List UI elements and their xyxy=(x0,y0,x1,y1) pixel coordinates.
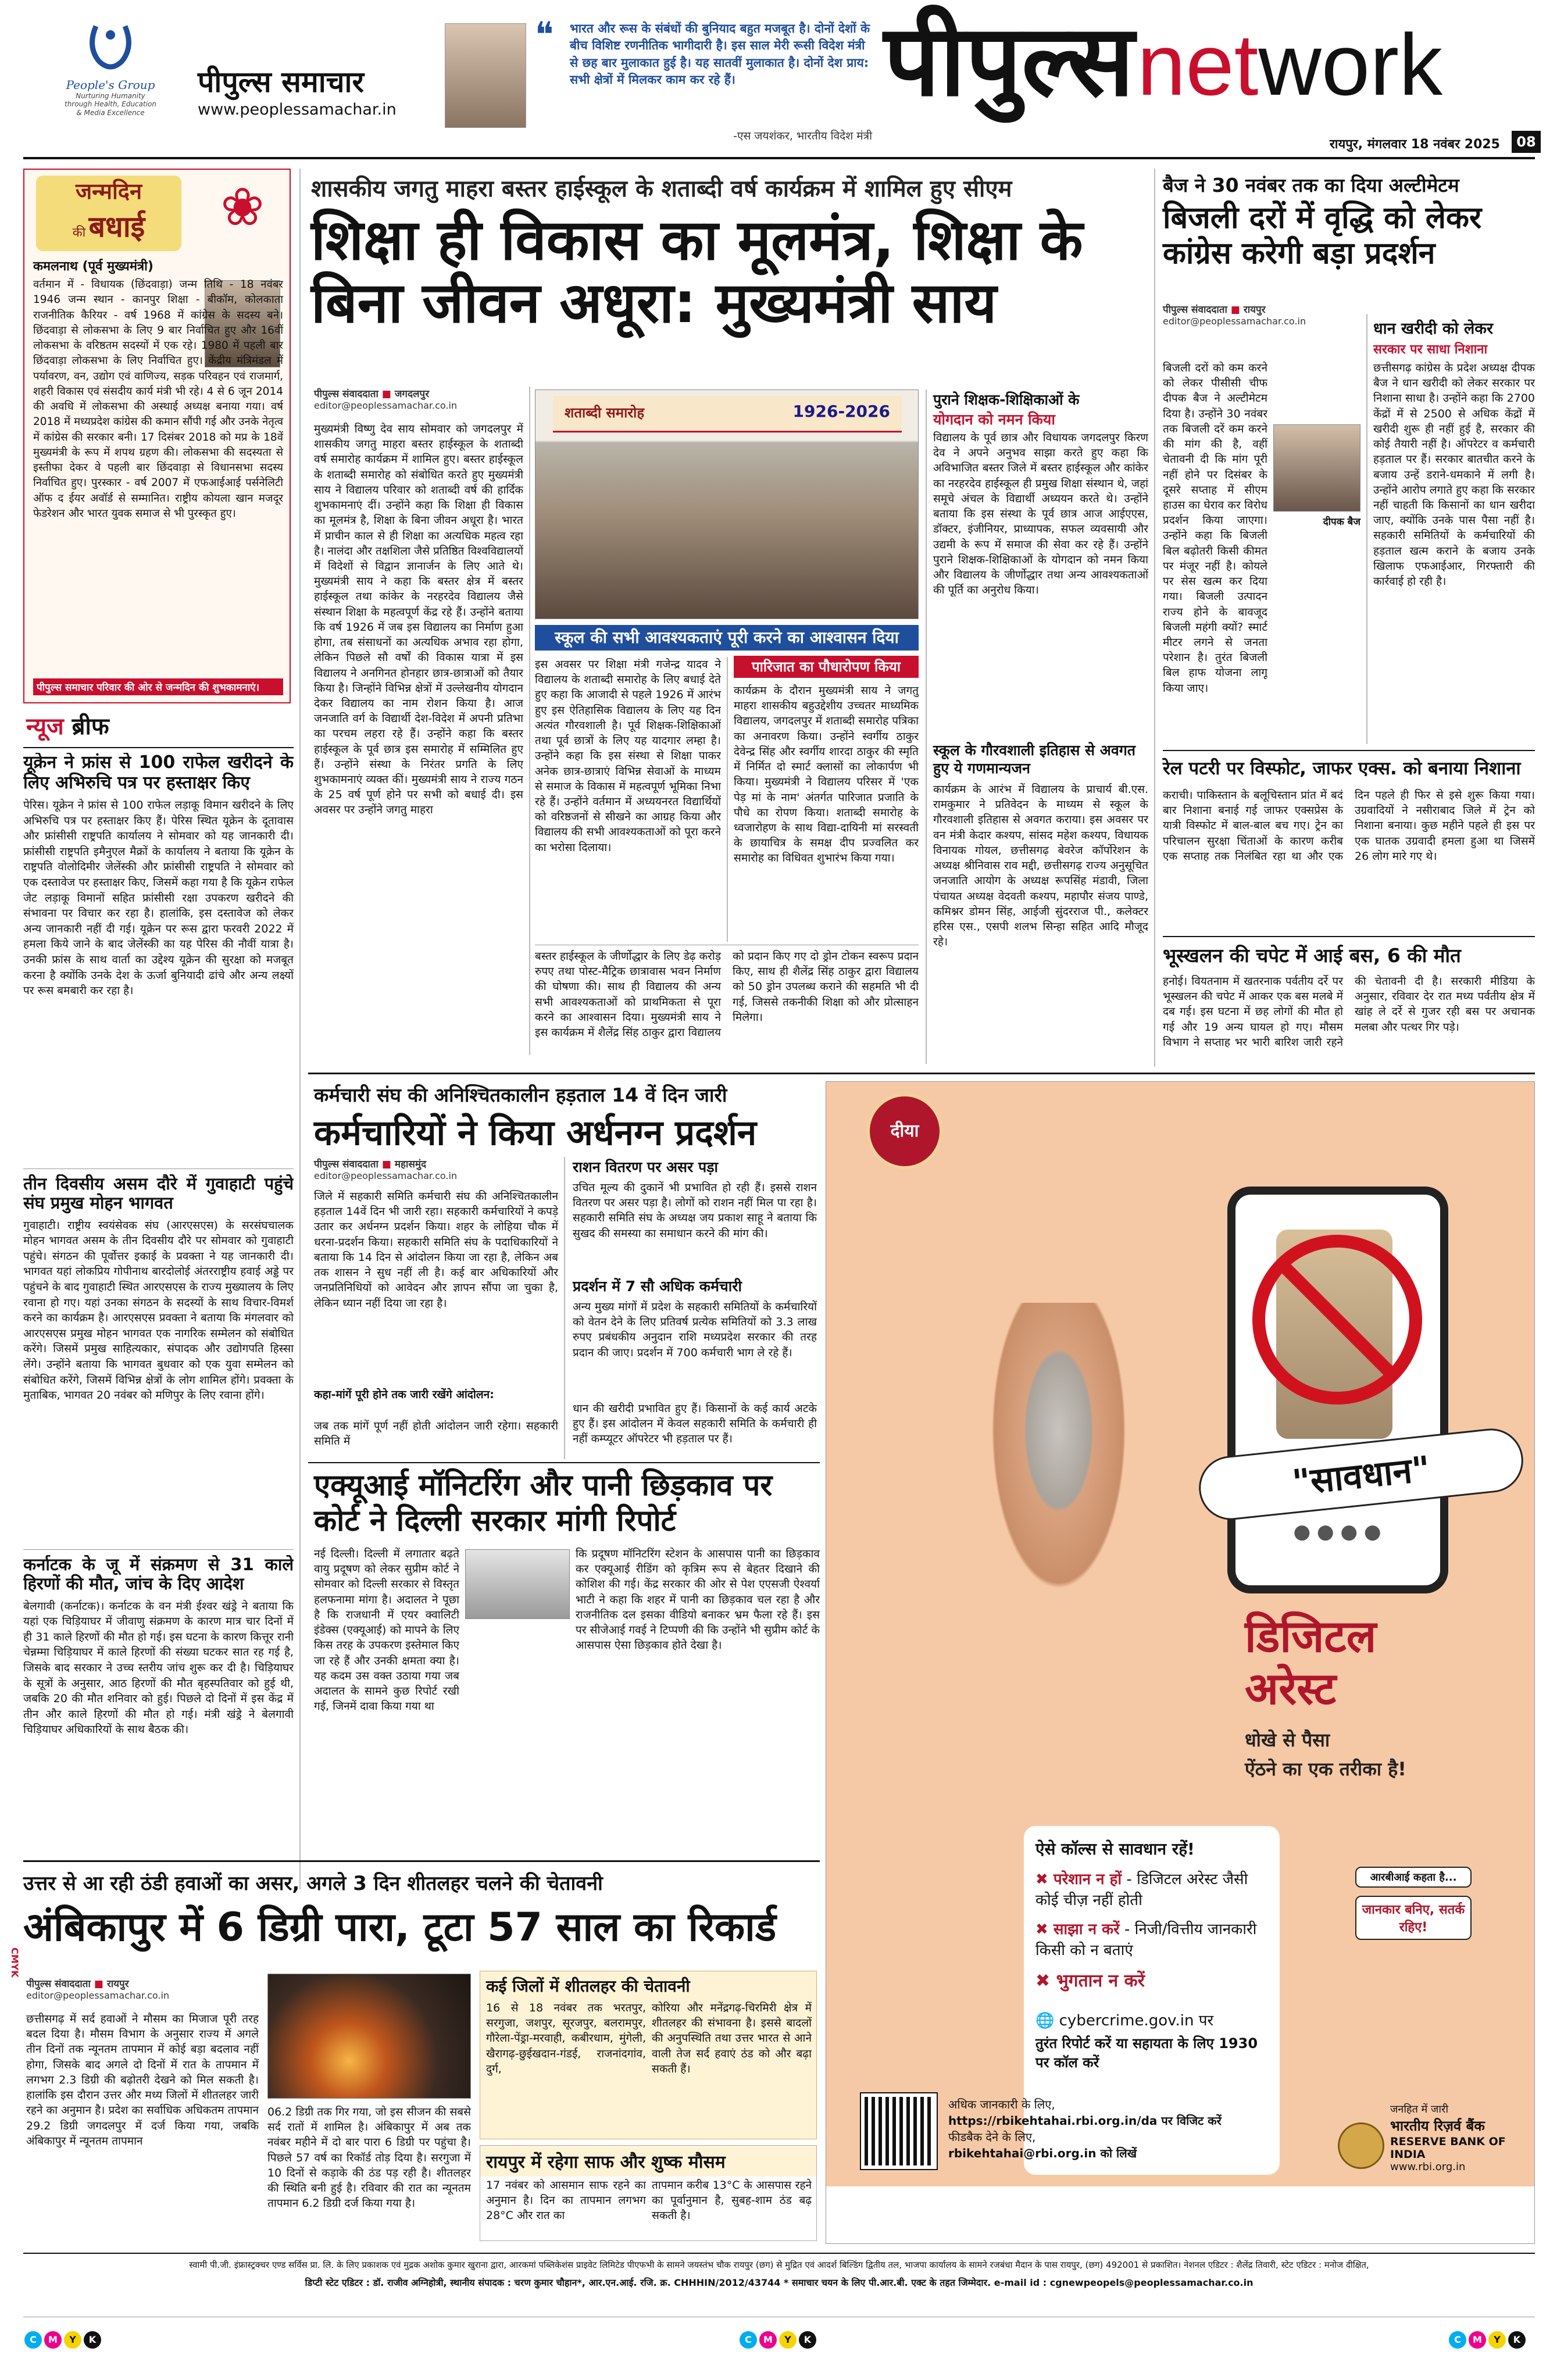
cmyk-marks-right: C M Y K xyxy=(1448,2331,1527,2349)
strike-text1: जिले में सहकारी समिति कर्मचारी संघ की अनिश्चितकालीन हड़ताल 14वें दिन भी जारी रहा। सहकारी कर्मचारियों ने कपड़े उतार कर अर्धनग्न प्रदर्शन किया। शहर के लोहिया चौक में धरना-प्रदर्शन किया। सहकारी समिति संघ के पदाधिकारियों ने बताया कि 14 दिन से आंदोलन किया जा रहा है, लेकिन अब तक शासन ने सुध नहीं ली है। कई बार अधिकारियों और जनप्रतिनिधियों को आवेदन और ज्ञापन सौंपा जा चुका है, लेकिन ध्यान नहीं दिया जा रहा है। xyxy=(314,1190,558,1310)
elec-side-sub: सरकार पर साधा निशाना xyxy=(1373,342,1488,357)
strike-kicker: कर्मचारी संघ की अनिश्चितकालीन हड़ताल 14 वें दिन जारी xyxy=(314,1084,727,1106)
strike-byline-block: पीपुल्स संवाददाता ■ महासमुंद editor@peoplessamachar.co.in xyxy=(314,1157,558,1181)
paper-logo[interactable] xyxy=(198,61,442,119)
ad-newspaper-mascot xyxy=(1303,1838,1524,2012)
ad-bank-hi: भारतीय रिज़र्व बैंक xyxy=(1390,2118,1485,2134)
news-brief-label-a: न्यूज xyxy=(26,713,64,740)
brand-title xyxy=(884,3,1541,128)
blast-headline: रेल पटरी पर विस्फोट, जाफर एक्स. को बनाया निशाना xyxy=(1163,758,1521,779)
group-logo xyxy=(61,17,160,145)
ad-woman-image xyxy=(896,1303,1222,1814)
ad-bottom-band xyxy=(826,2186,1535,2244)
side-sub2: स्कूल के गौरवशाली इतिहास से अवगत हुए ये गणमान्यजन xyxy=(933,742,1136,777)
rbi-ad[interactable] xyxy=(826,1081,1535,2244)
ad-call-buttons: ● ● ● ● xyxy=(1293,1520,1381,1543)
cold-box2-title: रायपुर में रहेगा साफ और शुष्क मौसम xyxy=(480,2146,816,2177)
cmyk-marks-left: C M Y K xyxy=(23,2331,102,2349)
elec-text: बिजली दरों को कम करने को लेकर पीसीसी चीफ दीपक बैज ने अल्टीमेटम दिया है। उन्होंने 30 नवंबर तक बिजली दरें कम करने की मांग की है, वहीं चेतावनी दी कि मांग पूरी नहीं होने पर दिसंबर के दूसरे सप्ताह में सीएम हाउस का घेराव कर विरोध प्रदर्शन किया जाएगा। उन्होंने कहा कि बिजली बिल बढ़ोतरी किसी कीमत पर मंजूर नहीं है। कोयले पर सेस खत्म कर दिया गया। बिजली उत्पादन राज्य होने के बावजूद बिजली महंगी क्यों? स्मार्ट मीटर लगने से जनता परेशान है। तुरंत बिजली बिल हाफ योजना लागू किया जाए। xyxy=(1163,362,1267,695)
news-brief-2-title: तीन दिवसीय असम दौरे में गुवाहाटी पहुंचे संघ प्रमुख मोहन भागवत xyxy=(23,1174,294,1213)
strike-sub-c: प्रदर्शन में 7 सौ अधिक कर्मचारी xyxy=(573,1278,742,1295)
side-sub1 xyxy=(933,389,1148,429)
photo-years: 1926-2026 xyxy=(792,402,890,421)
x-icon: ✖ xyxy=(1035,1871,1054,1888)
ad-link1[interactable]: https://rbikehtahai.rbi.org.in/da पर विजिट करें xyxy=(948,2114,1222,2128)
x-icon: ✖ xyxy=(1035,1971,1056,1991)
main-sub2: पारिजात का पौधारोपण किया xyxy=(734,656,919,678)
brand-hindi: पीपुल्स xyxy=(884,3,1134,119)
cold-kicker: उत्तर से आ रही ठंडी हवाओं का असर, अगले 3 दिन शीतलहर चलने की चेतावनी xyxy=(23,1872,603,1895)
birthday-text: वर्तमान में - विधायक (छिंदवाड़ा) जन्म तिथि - 18 नवंबर 1946 जन्म स्थान - कानपुर शिक्षा - बीकॉम, कोलकाता राजनीतिक कैरियर - वर्ष 1968 में कांग्रेस के सदस्य बने। छिंदवाड़ा से लोकसभा के लिए 9 बार निर्वाचित हुए और 16वीं लोकसभा के वरिष्ठतम सदस्यों में एक रहे। 1980 में पहली बार छिंदवाड़ा लोकसभा के लिए निर्वाचित हुए। केंद्रीय मंत्रिमंडल में पर्यावरण, वन, उद्योग एवं वाणिज्य, सड़क परिवहन एवं राजमार्ग, शहरी विकास एवं संसदीय कार्य मंत्री भी रहे। 4 से 6 जून 2014 की अवधि में लोकसभा की अस्थाई अध्यक्ष बनाया गया। वर्ष 2018 में मध्यप्रदेश कांग्रेस की कमान सौंपी गई और उनके नेतृत्व में कांग्रेस की सरकार बनी। 17 दिसंबर 2018 को मप्र के 18वें मुख्यमंत्री के रूप में शपथ ग्रहण की। लोकसभा की सदस्यता से इस्तीफा देकर वे पहली बार छिंदवाड़ा से विधानसभा सदस्य निर्वाचित हुए। पुरस्कार - वर्ष 2007 में एफआईआई पर्सनेलिटी ऑफ द ईयर अवॉर्ड से सम्मानित। राष्ट्रीय कोयला खान मजदूर फेडरेशन और भारत युवक समाज से भी पुरस्कृत हुए। xyxy=(33,278,283,520)
elec-headline: बिजली दरों में वृद्धि को लेकर कांग्रेस करेगी बड़ा प्रदर्शन xyxy=(1163,201,1482,271)
birthday-title-top: जन्मदिन xyxy=(75,178,142,204)
website[interactable]: www.peoplessamachar.in xyxy=(198,101,397,119)
birthday-title-main: बधाई xyxy=(88,210,145,244)
news-brief-2 xyxy=(23,1174,294,1552)
ad-tagline2: ऐंठने का एक तरीका है! xyxy=(1245,1758,1406,1780)
cold-byline-block: पीपुल्स संवाददाता ■ रायपुर editor@peoplessamachar.co.in xyxy=(26,1977,259,2001)
masthead xyxy=(23,3,1541,154)
cold-text1: छत्तीसगढ़ में सर्द हवाओं ने मौसम का मिजाज पूरी तरह बदल दिया है। मौसम विभाग के अनुसार राज्य में अगले तीन दिनों तक न्यूनतम तापमान में कोई बड़ा बदलाव नहीं होगा, जिसके बाद अगले दो दिनों में रात के तापमान में लगभग 2.3 डिग्री की बढ़ोतरी देखने को मिल सकती है। हालांकि इस दौरान उत्तर और मध्य जिलों में शीतलहर जारी रहने का अनुमान है। प्रदेश का सर्वाधिक अधिकतम तापमान 29.2 डिग्री जगदलपुर में दर्ज किया गया, जबकि अंबिकापुर में न्यूनतम तापमान xyxy=(26,2013,259,2147)
main-headline: शिक्षा ही विकास का मूलमंत्र, शिक्षा के बिना जीवन अधूरा: मुख्यमंत्री साय xyxy=(311,208,1083,335)
ad-cyber2: तुरंत रिपोर्ट करें या सहायता के लिए 1930 पर कॉल करें xyxy=(1035,2035,1258,2071)
main-divider-1 xyxy=(529,387,530,1055)
strike-divider xyxy=(564,1157,565,1459)
ad-badge-text: दीया xyxy=(890,1121,919,1141)
quote-author: -एस जयशंकर, भारतीय विदेश मंत्री xyxy=(733,130,872,142)
brand-work: work xyxy=(1258,16,1443,113)
news-brief-3 xyxy=(23,1555,294,1898)
main-photo xyxy=(535,389,919,619)
strike-text5: धान की खरीदी प्रभावित हुए हैं। किसानों के कई कार्य अटके हुए हैं। इस आंदोलन में केवल सहकारी समिति के कर्मचारी ही नहीं कम्प्यूटर ऑपरेटर भी हड़ताल पर हैं। xyxy=(573,1402,817,1446)
quote-mark-icon: ❝ xyxy=(535,15,554,55)
landslide-text: हनोई। वियतनाम में खतरनाक पर्वतीय दर्रे पर भूस्खलन की चपेट में आकर एक बस मलबे में दब गई। इस घटना में छह लोगों की मौत हो गई और 19 अन्य घायल हो गए। मौसम विभाग ने सप्ताह भर भारी बारिश जारी रहने की चेतावनी दी है। सरकारी मीडिया के अनुसार, रविवार देर रात मध्य पर्वतीय क्षेत्र में खांह ले दर्रे से गुजर रही बस पर अचानक मलबा और पत्थर गिर पड़े। xyxy=(1163,975,1535,1049)
cold-photo xyxy=(267,1974,471,2099)
main-sub1: स्कूल की सभी आवश्यकताएं पूरी करने का आश्वासन दिया xyxy=(535,625,919,651)
birthday-box xyxy=(23,169,291,703)
strike-byline: पीपुल्स संवाददाता xyxy=(314,1159,378,1170)
aqi-text2: कि प्रदूषण मॉनिटरिंग स्टेशन के आसपास पानी का छिड़काव कर एक्यूआई रीडिंग को कृत्रिम रूप से बेहतर दिखाने की कोशिश की गई। केंद्र सरकार की ओर से पेश एएसजी ऐश्वर्या भाटी ने कहा कि शहर में पानी का छिड़काव चल रहा है और राजनीतिक दल इसका वीडियो बनाकर भ्रम फैला रहे हैं। इस पर सीजेआई गवई ने टिप्पणी की कि उन्होंने भी सुप्रीम कोर्ट के आसपास ऐसा छिड़काव होते देखा है। xyxy=(576,1548,820,1652)
aqi-rule xyxy=(308,1462,820,1463)
group-tagline: Nurturing Humanity through Health, Education & Media Excellence xyxy=(64,92,156,117)
main-divider-2 xyxy=(727,657,728,942)
side-sub1-a: पुराने शिक्षक-शिक्षिकाओं के xyxy=(933,391,1080,408)
strike-sub-a: कहा-मांगें पूरी होने तक जारी रखेंगे आंदोलन: xyxy=(314,1388,494,1401)
left-col-divider xyxy=(299,169,301,1889)
blast-text: कराची। पाकिस्तान के बलूचिस्तान प्रांत में बदं बार निशाना बनाई गई जाफर एक्सप्रेस के यात्री विस्फोट में बाल-बाल बच गए। ट्रेन का परिचालन सुरक्षा चिंताओं के कारण करीब एक सप्ताह तक निलंबित रहा था और एक दिन पहले ही फिर से इसे शुरू किया गया। उग्रवादियों ने नसीराबाद जिले में ट्रेन को निशाना बनाया। कुछ महीने पहले ही इस पर एक घातक उग्रवादी हमला हुआ था जिसमें 26 लोग मारे गए थे। xyxy=(1163,789,1535,863)
mid-rule xyxy=(308,1073,1535,1074)
elec-side-text: छत्तीसगढ़ कांग्रेस के प्रदेश अध्यक्ष दीपक बैज ने धान खरीदी को लेकर सरकार पर निशाना साधा है। उन्होंने कहा कि 2700 केंद्रों में से 2500 से अधिक केंद्रों में खरीदी शुरू ही नहीं हुई है, सरकार की कोई तैयारी नहीं है। ऑपरेटर व कर्मचारी हड़ताल पर हैं। सरकार बातचीत करने के बजाय उन्हें डराने-धमकाने में लगी है। उन्होंने आरोप लगाते हुए कहा कि सरकार नहीं चाहती कि किसानों का धान खरीदा जाए, क्योंकि उनके पास पैसा नहीं है। सहकारी समितियों के कर्मचारियों की हड़ताल खत्म कराने के बजाय उनके खिलाफ एफआईआर, गिरफ्तारी की कार्रवाई हो रही है। xyxy=(1373,362,1535,588)
ad-point-1: ✖ परेशान न हों - डिजिटल अरेस्ट जैसी कोई चीज़ नहीं होती xyxy=(1035,1871,1248,1909)
elec-email[interactable]: editor@peoplessamachar.co.in xyxy=(1163,316,1306,327)
strike-headline: कर्मचारियों ने किया अर्धनग्न प्रदर्शन xyxy=(314,1113,757,1153)
ad-more-info: अधिक जानकारी के लिए, xyxy=(948,2097,1055,2111)
quote-text: भारत और रूस के संबंधों की बुनियाद बहुत मजबूत है। दोनों देशों के बीच विशिष्ट रणनीतिक भागीदारी है। इस साल मेरी रूसी विदेश मंत्री से छह बार मुलाकात हुई है। यह सातवीं मुलाकात है। दोनों देश प्राय: सभी क्षेत्रों में मिलकर काम कर रहे हैं। xyxy=(570,22,870,87)
news-brief-label-b: ब्रीफ xyxy=(72,713,109,740)
strike-email[interactable]: editor@peoplessamachar.co.in xyxy=(314,1170,458,1181)
elec-side-title: धान खरीदी को लेकर xyxy=(1373,320,1494,338)
blast-rule xyxy=(1163,750,1535,751)
right-divider xyxy=(1154,169,1155,1067)
birthday-title-sub: की xyxy=(72,226,86,240)
ad-feedback: फीडबैक देने के लिए, xyxy=(948,2130,1036,2144)
main-col2: इस अवसर पर शिक्षा मंत्री गजेन्द्र यादव ने विद्यालय के शताब्दी समारोह के लिए बधाई देते हुए कहा कि आजादी से पहले 1926 में आरंभ हुए इस ऐतिहासिक विद्यालय के लिए यह दिन अत्यंत गौरवशाली है। पूर्व शिक्षक-शिक्षिकाओं तथा पूर्व छात्रों के लिए यह यादगार लम्हा है। उन्होंने कहा कि इस संस्था से शिक्षा पाकर अनेक छात्र-छात्राएं विभिन्न सेवाओं के माध्यम से समाज के विकास में महत्वपूर्ण भूमिका निभा रहे हैं। उन्होंने वर्तमान में अध्ययनरत विद्यार्थियों को वरिष्ठजनों से सीखने का आग्रह किया और विद्यालय की सभी आवश्यकताओं को पूरा करने का भरोसा दिलाया। xyxy=(535,658,721,854)
elec-divider xyxy=(1366,314,1367,744)
ad-point-2: ✖ साझा न करें - निजी/वित्तीय जानकारी किसी को न बताएं xyxy=(1035,1921,1257,1959)
group-name: People's Group xyxy=(66,78,155,92)
cold-text2: 06.2 डिग्री तक गिर गया, जो इस सीजन की सबसे सर्द रातों में शामिल है। अंबिकापुर में अब तक नवंबर महीने में दो बार पारा 6 डिग्री पर पहुंचा है। पिछले 57 वर्ष का रिकॉर्ड तोड़ दिया है। सरगुजा में 10 दिनों से कड़ाके की ठंड पड़ रही है। शीतलहर की स्थिति बनी हुई है। रविवार की रात का न्यूनतम तापमान 6.2 डिग्री दर्ज किया गया है। xyxy=(267,2106,471,2210)
birthday-name: कमलनाथ (पूर्व मुख्यमंत्री) xyxy=(33,259,153,274)
elec-byline: पीपुल्स संवाददाता xyxy=(1163,304,1227,316)
paper-name: पीपुल्स समाचार xyxy=(198,65,364,99)
main-divider-3 xyxy=(926,389,927,1064)
x-icon: ✖ xyxy=(1035,1921,1054,1938)
footer-line1: स्वामी पी.जी. इंफ्रास्ट्रक्चर एण्ड सर्विस प्रा. लि. के लिए प्रकाशक एवं मुद्रक अशोक कुमार खुराना द्वारा, आरकमां पब्लिकेशंस प्राइवेट लिमिटेड पीएफभी के सामने जयस्तंभ चौक रायपुर (छग) से मुद्रित एवं आदर्श बिल्डिंग द्वितीय तल, भाजपा कार्यालय के सामने रजबंधा मैदान के पास रायपुर, (छग) 492001 से प्रकाशित। नेशनल एडिटर : शैलेंद्र तिवारी, स्टेट एडिटर : मनोज दीक्षित, xyxy=(189,2260,1369,2270)
globe-icon: 🌐 xyxy=(1035,2012,1059,2029)
elec-photo xyxy=(1273,424,1360,512)
footer-line2: डिप्टी स्टेट एडिटर : डॉ. राजीव अग्निहोत्री, स्थानीय संपादक : चरण कुमार चौहान*, आर.एन.आई. रजि. क्र. CHHHIN/2012/43744 * समाचार चयन के लिए पी.आर.बी. एक्ट के तहत जिम्मेदार. e-mail id : cgnewpeopels@peoplessamachar.co.in xyxy=(305,2277,1254,2288)
cold-headline: अंबिकापुर में 6 डिग्री पारा, टूटा 57 साल का रिकार्ड xyxy=(23,1904,777,1950)
ad-point-3: ✖ भुगतान न करें xyxy=(1035,1971,1145,1991)
side-text1: विद्यालय के पूर्व छात्र और विधायक जगदलपुर किरण देव ने अपने अनुभव साझा करते हुए कहा कि अविभाजित बस्तर जिले में बस्तर हाईस्कूल और कांकेर का नरहरदेव हाईस्कूल ही प्रमुख शिक्षा संस्थान थे, जहां समूचे अंचल के विद्यार्थी अध्ययन करते थे। उन्होंने बताया कि इस संस्था के पूर्व छात्र आज आईएएस, डॉक्टर, इंजीनियर, प्राध्यापक, सफल व्यवसायी और उद्यमी के रूप में समाज की सेवा कर रहे हैं। उन्होंने पुराने शिक्षक-शिक्षिकाओं के योगदान को नमन किया और विद्यालय के जीर्णोद्धार तथा अन्य आवश्यकताओं की पूर्ति का अनुरोध किया। xyxy=(933,431,1148,597)
side-text2: कार्यक्रम के आरंभ में विद्यालय के प्राचार्य बी.एस. रामकुमार ने प्रतिवेदन के माध्यम से स्कूल के गौरवशाली इतिहास से अवगत कराया। इस अवसर पर वन मंत्री केदार कश्यप, सांसद महेश कश्यप, विधायक विनायक गोयल, छत्तीसगढ़ बेवरेज कॉर्पोरेशन के अध्यक्ष श्रीनिवास राव मद्दी, छत्तीसगढ़ राज्य अनुसूचित जनजाति आयोग के अध्यक्ष रूपसिंह मंडावी, जिला पंचायत अध्यक्ष वेदवती कश्यप, महापौर संजय पाण्डे, कमिश्नर डोमन सिंह, आईजी सुंदरराज पी., कलेक्टर हरिस एस., एसपी शलभ सिन्हा सहित आदि मौजूद रहे। xyxy=(933,783,1148,949)
dateline: रायपुर, मंगलवार 18 नवंबर 2025 xyxy=(1329,137,1500,152)
cold-box-text1: 16 से 18 नवंबर तक भरतपुर, सरगुजा, जशपुर, सूरजपुर, बलरामपुर, गौरेला-पेंड्रा-मरवाही, कबीरधाम, मुंगेली, खैरागढ़-छुईखदान-गंडई, राजनांदगांव, दुर्ग, xyxy=(486,2002,646,2075)
news-brief-3-text: बेलगावी (कर्नाटक)। कर्नाटक के वन मंत्री ईश्वर खंड्रे ने बताया कि यहां एक चिड़ियाघर में जीवाणु संक्रमण के कारण मात्र चार दिनों में ही 31 काले हिरणों की मौत हो गई। इस घटना के कारण कित्तूर रानी चेन्नम्मा चिड़ियाघर में काले हिरणों की संख्या घटकर सात रह गई है, जिसके बाद सरकार ने उच्च स्तरीय जांच शुरू कर दी है। चिड़ियाघर के सूत्रों के अनुसार, आठ हिरणों की मौत बृहस्पतिवार को हुई थी, जबकि 20 की मौत शनिवार को हुई। पिछले दो दिनों में इस केंद्र में तीन और काले हिरणों की मौत हो गई। मंत्री खंड्रे ने बेलगावी चिड़ियाघर अधिकारियों के साथ बैठक की। xyxy=(23,1599,294,1736)
landslide-rule xyxy=(1163,936,1535,937)
birthday-footer: पीपुल्स समाचार परिवार की ओर से जन्मदिन की शुभकामनाएं। xyxy=(33,678,283,695)
main-byline-block: पीपुल्स संवाददाता ■ जगदलपुर editor@peoplessamachar.co.in xyxy=(314,387,523,411)
news-brief-1-text: पेरिस। यूक्रेन ने फ्रांस से 100 राफेल लड़ाकू विमान खरीदने के लिए अभिरुचि पत्र पर हस्ताक्षर किए हैं। पेरिस स्थित यूक्रेन के दूतावास और फ्रांसीसी राष्ट्रपति कार्यालय ने सोमवार को यह जानकारी दी। फ्रांसीसी राष्ट्रपति इमैनुएल मैक्रों के कार्यालय ने बताया कि यूक्रेन के राष्ट्रपति वोलोदिमीर जेलेंस्की और फ्रांसीसी राष्ट्रपति ने सोमवार को एक दस्तावेज पर हस्ताक्षर किए, जिसमें कहा गया है कि यूक्रेन राफेल जेट लड़ाकू विमानों सहित फ्रांसीसी रक्षा उपकरण खरीदने की संभावना पर विचार कर रहा है। हालांकि, इस दस्तावेज को लेकर अन्य जानकारी नहीं दी गई। यूक्रेन पर रूस द्वारा फरवरी 2022 में हमला किये जाने के बाद जेलेंस्की का यह पेरिस की नौवीं यात्रा है। उनकी फ्रांस के साथ वार्ता का उद्देश्य यूक्रेन की सुरक्षा को मजबूत करना है क्योंकि उनके देश के ऊर्जा बुनियादी ढांचे और अन्य लक्ष्यों पर रूस बमबारी कर रहा है। xyxy=(23,799,294,998)
landslide-headline: भूस्खलन की चपेट में आई बस, 6 की मौत xyxy=(1163,944,1461,967)
news-brief-rule xyxy=(23,747,294,748)
aqi-text1: नई दिल्ली। दिल्ली में लगातार बढ़ते वायु प्रदूषण को लेकर सुप्रीम कोर्ट ने सोमवार को दिल्ली सरकार से विस्तृत हलफनामा मांगा है। अदालत ने पूछा है कि राजधानी में एयर क्वालिटी इंडेक्स (एक्यूआई) को मापने के लिए किस तरह के उपकरण इस्तेमाल किए जा रहे हैं और उनकी क्षमता क्या है। यह कदम उस वक्त उठाया गया जब अदालत के सामने कुछ रिपोर्ट रखी गई, जिनमें दावा किया गया था xyxy=(314,1548,459,1713)
ad-title1: डिजिटल xyxy=(1245,1610,1377,1662)
aqi-text1b xyxy=(465,1625,570,1727)
main-kicker: शासकीय जगतु माहरा बस्तर हाईस्कूल के शताब्दी वर्ष कार्यक्रम में शामिल हुए सीएम xyxy=(311,176,1012,202)
main-col-bottom: बस्तर हाईस्कूल के जीर्णोद्धार के लिए डेढ़ करोड़ रुपए तथा पोस्ट-मैट्रिक छात्रावास भवन निर्माण की घोषणा की। साथ ही विद्यालय की अन्य सभी आवश्यकताओं को प्राथमिकता से पूरा करने का आश्वासन दिया। मुख्यमंत्री साय ने इस कार्यक्रम में शैलेंद्र सिंह ठाकुर द्वारा विद्यालय को प्रदान किए गए दो ड्रोन टोकन स्वरूप प्रदान किए, साथ ही शैलेंद्र सिंह ठाकुर द्वारा विद्यालय को 50 ड्रोन उपलब्ध कराने की सहमति भी दी गई, जिससे तकनीकी शिक्षा को और प्रोत्साहन मिलेगा। xyxy=(535,950,919,1039)
main-col1: मुख्यमंत्री विष्णु देव साय सोमवार को जगदलपुर में शासकीय जगतु माहरा बस्तर हाईस्कूल के शताब्दी वर्ष समारोह कार्यक्रम में शामिल हुए। बस्तर हाईस्कूल के शताब्दी समारोह को संबोधित करते हुए मुख्यमंत्री साय ने विद्यालय परिवार को शताब्दी वर्ष की हार्दिक शुभकामनाएं दीं। उन्होंने कहा कि शिक्षा ही विकास का मूलमंत्र है, शिक्षा के बिना जीवन अधूरा है। भारत में प्राचीन काल से ही शिक्षा का अत्यधिक महत्व रहा है। नालंदा और तक्षशिला जैसे प्रतिष्ठित विश्वविद्यालयों में विदेशों से विद्वान ज्ञानार्जन के लिए आते थे। मुख्यमंत्री साय ने कहा कि बस्तर क्षेत्र में बस्तर हाईस्कूल तथा कांकेर के नरहरदेव विद्यालय जैसे संस्थान शिक्षा के महत्वपूर्ण केंद्र रहे हैं। उन्होंने बताया कि वर्ष 1926 में जब इस विद्यालय का निर्माण हुआ होगा, तब संसाधनों का अत्यधिक अभाव रहा होगा, लेकिन पिछले सौ वर्षों की विकास यात्रा में इस विद्यालय ने अनगिनत होनहार छात्र-छात्राओं को तैयार किया है। जिन्होंने विभिन्न क्षेत्रों में उल्लेखनीय योगदान देकर विद्यालय का नाम रोशन किया है। आज जनजाति वर्ग के विद्यार्थी देश-विदेश में अपनी प्रतिभा का परचम लहरा रहे हैं। उन्होंने कहा कि बस्तर हाईस्कूल के पूर्व छात्र इस समारोह में सम्मिलित हुए हैं। उन्होंने संस्था के निरंतर प्रगति के लिए शुभकामनाएं व्यक्त कीं। मुख्यमंत्री साय ने राज्य गठन के 25 वर्ष पूर्ण होने पर सभी को बधाई दी। इस अवसर पर उन्होंने जगतु माहरा xyxy=(314,423,523,817)
quote-photo xyxy=(445,23,526,128)
elec-photo-caption: दीपक बैज xyxy=(1323,516,1360,528)
news-brief-label xyxy=(26,709,294,744)
aqi-photo xyxy=(465,1549,570,1619)
masthead-rule xyxy=(23,157,1535,159)
ad-badge xyxy=(867,1093,942,1169)
ad-title2: अरेस्ट xyxy=(1245,1663,1337,1714)
cold-box xyxy=(480,1971,817,2139)
aqi-headline: एक्यूआई मॉनिटरिंग और पानी छिड़काव पर कोर्ट ने दिल्ली सरकार मांगी रिपोर्ट xyxy=(314,1468,773,1539)
elec-byline-block: पीपुल्स संवाददाता ■ रायपुर editor@peoplessamachar.co.in xyxy=(1163,302,1360,327)
strike-text2: जब तक मांगें पूर्ण नहीं होती आंदोलन जारी रहेगा। सहकारी समिति में xyxy=(314,1420,558,1448)
group-logo-icon xyxy=(84,17,137,76)
brand-net: net xyxy=(1137,16,1259,113)
photo-banner-text: शताब्दी समारोह xyxy=(565,405,645,421)
cold-place: रायपुर xyxy=(106,1978,129,1990)
main-email[interactable]: editor@peoplessamachar.co.in xyxy=(314,400,458,411)
footer-rule xyxy=(23,2253,1535,2254)
ad-calls-title: ऐसे कॉल्स से सावधान रहें! xyxy=(1035,1839,1195,1859)
ad-cyber[interactable]: 🌐 cybercrime.gov.in पर xyxy=(1035,2012,1214,2029)
ad-bank-url[interactable]: www.rbi.org.in xyxy=(1390,2161,1466,2173)
strike-text3: उचित मूल्य की दुकानें भी प्रभावित हो रही हैं। इससे राशन वितरण पर असर पड़ा है। लोगों को राशन नहीं मिल पा रहा है। सहकारी समिति संघ के अध्यक्ष जय प्रकाश साहू ने बताया कि सुखद की समस्या का समाधान करने की मांग की। xyxy=(573,1181,817,1240)
cold-rule xyxy=(23,1860,820,1862)
brief-rule-2 xyxy=(23,1549,294,1550)
main-byline: पीपुल्स संवाददाता xyxy=(314,388,378,400)
elec-kicker: बैज ने 30 नवंबर तक का दिया अल्टीमेटम xyxy=(1163,174,1459,196)
strike-sub-b: राशन वितरण पर असर पड़ा xyxy=(573,1159,719,1175)
elec-place: रायपुर xyxy=(1243,304,1266,316)
cold-box2-text1: 17 नवंबर को आसमान साफ रहने का अनुमान है। दिन का तापमान लगभग 28°C और रात का xyxy=(486,2179,646,2222)
ad-tagline1: धोखे से पैसा xyxy=(1245,1729,1330,1751)
ad-warning: "सावधान" xyxy=(1196,1425,1526,1523)
news-brief-1 xyxy=(23,753,294,1171)
brief-rule-1 xyxy=(23,1168,294,1169)
strike-place: महासमुंद xyxy=(394,1159,427,1170)
cold-box2 xyxy=(480,2145,817,2241)
birthday-title xyxy=(36,176,181,251)
no-entry-icon xyxy=(1247,1230,1427,1410)
photo-banner xyxy=(553,396,902,433)
side-sub1-b: योगदान को नमन किया xyxy=(933,411,1055,428)
rbi-block xyxy=(1390,2102,1530,2173)
main-place: जगदलपुर xyxy=(394,388,430,400)
ad-info xyxy=(948,2096,1326,2161)
ad-phone xyxy=(1227,1187,1448,1593)
main-col3: कार्यक्रम के दौरान मुख्यमंत्री साय ने जगतु माहरा शासकीय बहुउद्देशीय उच्चतर माध्यमिक विद्यालय, जगदलपुर में शताब्दी समारोह पत्रिका का अनावरण किया। उन्होंने स्वर्गीय ठाकुर देवेन्द्र सिंह और स्वर्गीय शारदा ठाकुर की स्मृति में निर्मित दो स्मार्ट क्लासों का लोकार्पण भी किया। मुख्यमंत्री ने विद्यालय परिसर में 'एक पेड़ मां के नाम' अंतर्गत पारिजात प्रजाति के पौधे का रोपण किया। शताब्दी समारोह के ध्वजारोहण के साथ विद्या-दायिनी मां सरस्वती के छायाचित्र के समक्ष दीप प्रज्वलित कर समारोह का विधिवत शुभारंभ किया गया। xyxy=(734,684,919,865)
ad-issued: जनहित में जारी xyxy=(1390,2103,1449,2115)
news-brief-1-title: यूक्रेन ने फ्रांस से 100 राफेल खरीदने के लिए अभिरुचि पत्र पर हस्ताक्षर किए xyxy=(23,753,294,793)
cold-box-title: कई जिलों में शीतलहर की चेतावनी xyxy=(486,1977,690,1996)
strike-text4: अन्य मुख्य मांगों में प्रदेश के सहकारी समितियों के कर्मचारियों को वेतन देने के लिए प्रतिवर्ष प्रत्येक समितियों को 3.3 लाख रुपए प्रबंधकीय अनुदान राशि मध्यप्रदेश सरकार की तरह प्रदान की जाए। प्रदर्शन में 700 कर्मचारी भाग ले रहे हैं। xyxy=(573,1300,817,1359)
qr-code[interactable] xyxy=(861,2093,937,2169)
rbi-logo-icon xyxy=(1338,2122,1384,2169)
cold-box-text2: कोरिया और मनेंद्रगढ़-चिरमिरी क्षेत्र में शीतलहर की संभावना है। इससे बादलों की अनुपस्थिति तथा उत्तर भारत से आने वाली तेज सर्द हवाएं ठंड को और बढ़ा सकती हैं। xyxy=(652,2002,812,2075)
cold-email[interactable]: editor@peoplessamachar.co.in xyxy=(26,1990,170,2001)
cmyk-marks-center: C M Y K xyxy=(738,2331,817,2349)
ad-kahta: आरबीआई कहता है... xyxy=(1355,1867,1472,1888)
news-brief-2-text: गुवाहाटी। राष्ट्रीय स्वयंसेवक संघ (आरएसएस) के सरसंघचालक मोहन भागवत असम के तीन दिवसीय दौरे पर सोमवार को गुवाहाटी पहुंचे। संगठन की पूर्वोत्तर इकाई के प्रवक्ता ने यह जानकारी दी। भागवत यहां लोकप्रिय गोपीनाथ बारदोलोई अंतरराष्ट्रीय हवाई अड्डे पर पहुंचने के बाद गुवाहाटी स्थित आरएसएस के राज्य मुख्यालय के लिए रवाना हो गए। यहां उनका संगठन के सदस्यों के साथ विचार-विमर्श करने का कार्यक्रम है। आरएसएस प्रवक्ता ने बताया कि मंगलवार को आरएसएस प्रमुख मोहन भागवत एक नागरिक सम्मेलन को संबोधित करेंगे। जिसमें प्रमुख साहित्यकार, संपादक और उद्योगपति हिस्सा लेंगे। उन्होंने बताया कि भागवत बुधवार को एक युवा सम्मेलन को संबोधित करेंगे, जिसमें विभिन्न क्षेत्रों के लोग शामिल होंगे। प्रवक्ता के मुताबिक, भागवत 20 नवंबर को मणिपुर के लिए रवाना होंगे। xyxy=(23,1218,294,1402)
cold-byline: पीपुल्स संवाददाता xyxy=(26,1978,91,1990)
side-cmyk: CMYK xyxy=(9,1947,20,1978)
ad-bank-en: RESERVE BANK OF INDIA xyxy=(1390,2135,1506,2161)
ad-aware: जानकार बनिए, सतर्क रहिए! xyxy=(1355,1896,1472,1940)
flower-icon: ❀ xyxy=(220,177,265,238)
news-brief-3-title: कर्नाटक के जू में संक्रमण से 31 काले हिरणों की मौत, जांच के दिए आदेश xyxy=(23,1555,294,1594)
ad-link2[interactable]: rbikehtahai@rbi.org.in को लिखें xyxy=(948,2146,1137,2160)
page-number: 08 xyxy=(1512,131,1541,153)
cold-box2-text2: तापमान करीब 13°C के आसपास रहने का पूर्वानुमान है, सुबह-शाम ठंड बढ़ सकती है। xyxy=(652,2179,812,2222)
